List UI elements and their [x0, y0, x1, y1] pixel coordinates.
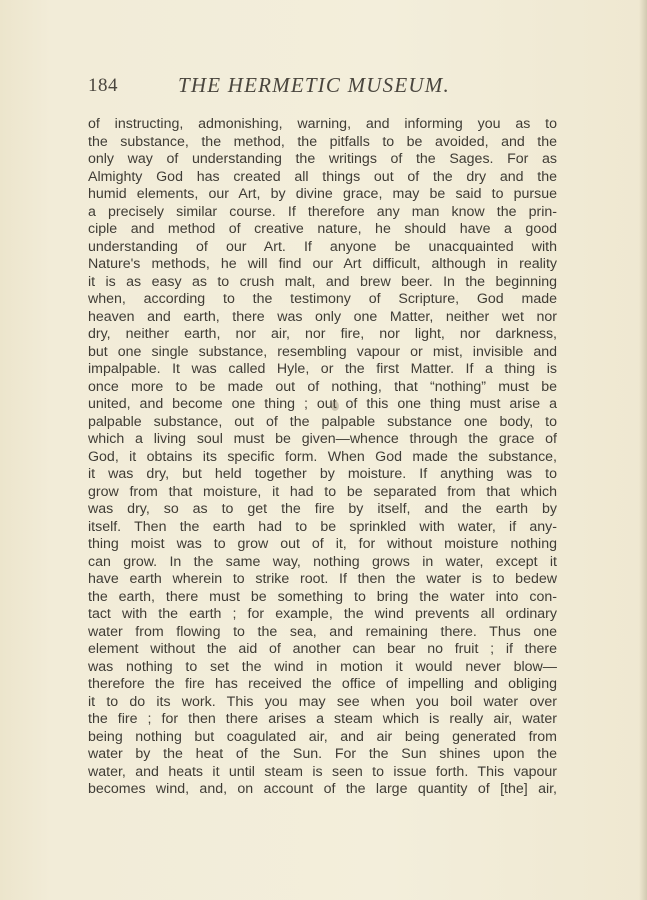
text-line: the earth, there must be something to bring the water into con-	[88, 588, 557, 605]
body-text	[88, 116, 557, 799]
text-line: water from flowing to the sea, and remaining there. Thus one	[88, 623, 557, 640]
text-line: ciple and method of creative nature, he should have a good	[88, 221, 557, 237]
page-edge-shadow	[639, 0, 647, 900]
text-line: itself. Then the earth had to be sprinkled with water, if any-	[88, 518, 557, 535]
text-line: was nothing to set the wind in motion it would never blow—	[88, 658, 557, 675]
text-line: once more to be made out of nothing, that “nothing” must be	[88, 378, 557, 395]
text-line: palpable substance, out of the palpable substance one body, to	[88, 413, 557, 430]
text-line: which a living soul must be given—whence through the grace of	[88, 431, 557, 447]
text-line: impalpable. It was called Hyle, or the first Matter. If a thing is	[88, 361, 557, 377]
text-line: Almighty God has created all things out of the dry and the	[88, 168, 557, 185]
text-line: God, it obtains its specific form. When God made the substance,	[88, 448, 557, 465]
text-line: humid elements, our Art, by divine grace, may be said to pursue	[88, 186, 557, 202]
text-line: element without the aid of another can bear no fruit ; if there	[88, 641, 557, 657]
running-head	[88, 73, 558, 99]
text-line: it was dry, but held together by moisture. If anything was to	[88, 466, 557, 482]
text-line: was dry, so as to get the fire by itself, and the earth by	[88, 501, 557, 517]
text-line: have earth wherein to strike root. If then the water is to bedew	[88, 571, 557, 587]
text-line: water by the heat of the Sun. For the Sun shines upon the	[88, 746, 557, 762]
text-line: understanding of our Art. If anyone be unacquainted with	[88, 238, 557, 255]
text-line: the substance, the method, the pitfalls to be avoided, and the	[88, 133, 557, 150]
text-line: of instructing, admonishing, warning, and informing you as to	[88, 116, 557, 132]
running-title: THE HERMETIC MUSEUM.	[178, 73, 450, 97]
text-line: but one single substance, resembling vapour or mist, invisible and	[88, 343, 557, 360]
text-line: heaven and earth, there was only one Matter, neither wet nor	[88, 308, 557, 325]
text-line: tact with the earth ; for example, the wind prevents all ordinary	[88, 606, 557, 622]
page-number: 184	[88, 75, 118, 96]
text-line: Nature's methods, he will find our Art difficult, although in reality	[88, 256, 557, 272]
ink-smudge	[331, 401, 339, 411]
text-line: when, according to the testimony of Scripture, God made	[88, 291, 557, 307]
text-line: grow from that moisture, it had to be separated from that which	[88, 483, 557, 500]
text-line: the fire ; for then there arises a steam which is really air, water	[88, 711, 557, 727]
text-line: it to do its work. This you may see when you boil water over	[88, 693, 557, 710]
text-line: therefore the fire has received the office of impelling and obliging	[88, 676, 557, 692]
text-line: can grow. In the same way, nothing grows in water, except it	[88, 553, 557, 570]
text-line: a precisely similar course. If therefore any man know the prin-	[88, 203, 557, 220]
text-line: dry, neither earth, nor air, nor fire, nor light, nor darkness,	[88, 326, 557, 342]
text-line: becomes wind, and, on account of the large quantity of [the] air,	[88, 781, 557, 797]
text-line: it is as easy as to crush malt, and brew beer. In the beginning	[88, 273, 557, 290]
text-line: only way of understanding the writings of the Sages. For as	[88, 151, 557, 167]
text-line: thing moist was to grow out of it, for without moisture nothing	[88, 536, 557, 552]
text-line: being nothing but coagulated air, and air being generated from	[88, 728, 557, 745]
text-line: water, and heats it until steam is seen to issue forth. This vapour	[88, 763, 557, 780]
text-line: united, and become one thing ; out of this one thing must arise a	[88, 396, 557, 412]
